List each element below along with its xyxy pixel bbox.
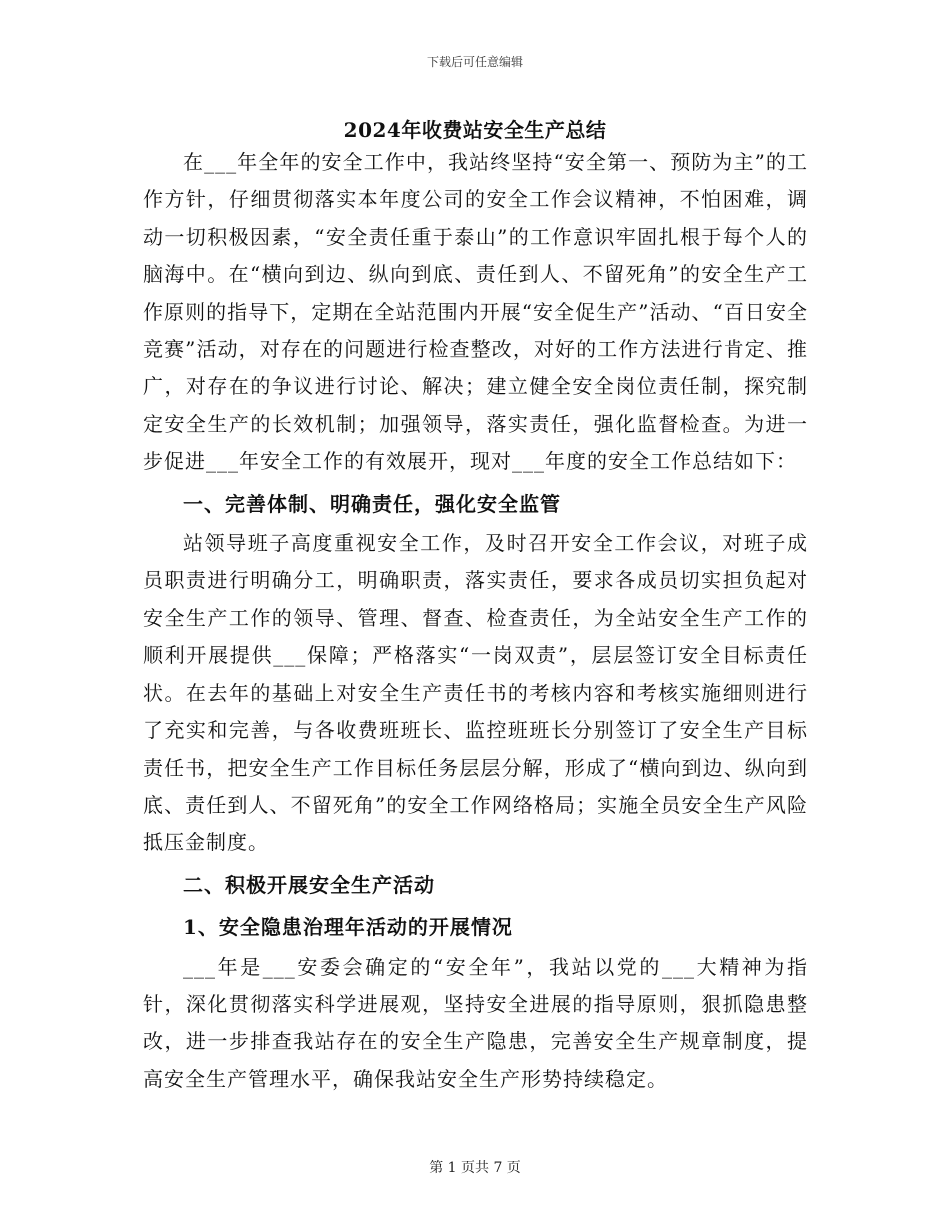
subsection-heading-2-1: 1、安全隐患治理年活动的开展情况 xyxy=(183,915,513,940)
section-heading-1: 一、完善体制、明确责任，强化安全监管 xyxy=(183,491,561,516)
section-1-paragraph: 站领导班子高度重视安全工作，及时召开安全工作会议，对班子成员职责进行明确分工，明确职责，落实责任，要求各成员切实担负起对安全生产工作的领导、管理、督查、检查责任，为全站安全生产工作的顺利开展提供___保障；严格落实“一岗双责”，层层签订安全目标责任状。在去年的基础上对安全生产责任书的考核内容和考核实施细则进行了充实和完善，与各收费班班长、监控班班长分别签订了安全生产目标责任书，把安全生产工作目标任务层层分解，形成了“横向到边、纵向到底、责任到人、不留死角”的安全工作网络格局；实施全员安全生产风险抵压金制度。 xyxy=(143,531,808,855)
section-heading-2: 二、积极开展安全生产活动 xyxy=(183,872,435,897)
page-number: 第 1 页共 7 页 xyxy=(429,1160,521,1176)
document-title: 2024年收费站安全生产总结 xyxy=(343,118,607,142)
document-body xyxy=(143,144,808,1100)
intro-paragraph: 在___年全年的安全工作中，我站终坚持“安全第一、预防为主”的工作方针，仔细贯彻落实本年度公司的安全工作会议精神，不怕困难，调动一切积极因素，“安全责任重于泰山”的工作意识牢固扎根于每个人的脑海中。在“横向到边、纵向到底、责任到人、不留死角”的安全生产工作原则的指导下，定期在全站范围内开展“安全促生产”活动、“百日安全竞赛”活动，对存在的问题进行检查整改，对好的工作方法进行肯定、推广，对存在的争议进行讨论、解决；建立健全安全岗位责任制，探究制定安全生产的长效机制；加强领导，落实责任，强化监督检查。为进一步促进___年安全工作的有效展开，现对___年度的安全工作总结如下： xyxy=(143,150,808,474)
subsection-2-1-paragraph: ___年是___安委会确定的“安全年”，我站以党的___大精神为指针，深化贯彻落实科学进展观，坚持安全进展的指导原则，狠抓隐患整改，进一步排查我站存在的安全生产隐患，完善安全生产规章制度，提高安全生产管理水平，确保我站安全生产形势持续稳定。 xyxy=(143,954,808,1091)
editable-note: 下载后可任意编辑 xyxy=(426,55,523,69)
